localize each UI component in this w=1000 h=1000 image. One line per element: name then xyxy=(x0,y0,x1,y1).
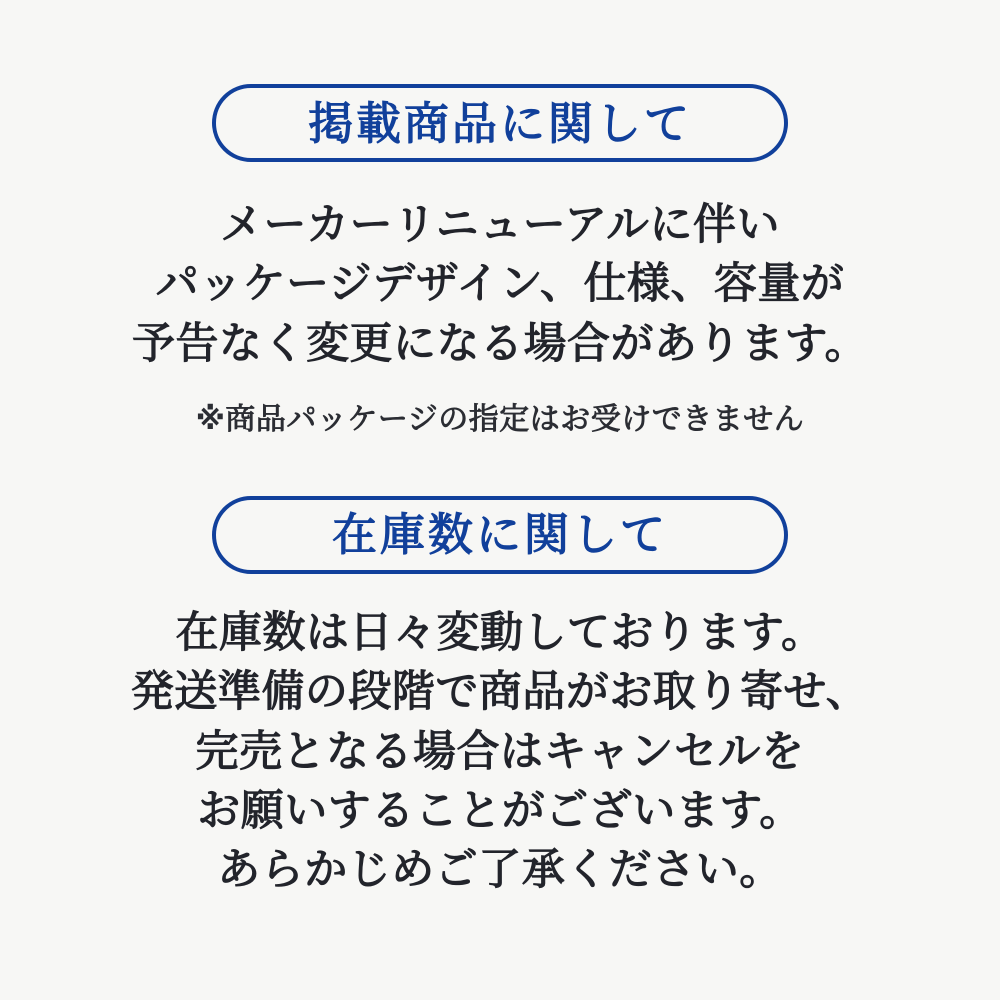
body-line: 予告なく変更になる場合があります。 xyxy=(131,318,869,369)
heading-pill-stock xyxy=(212,496,788,574)
section-product-notice xyxy=(0,84,1000,438)
heading-label-product: 掲載商品に関して xyxy=(307,96,692,150)
section-stock-notice xyxy=(0,496,1000,901)
body-line: パッケージデザイン、仕様、容量が xyxy=(155,259,845,310)
stock-notice-body xyxy=(131,604,869,901)
body-line: お願いすることがございます。 xyxy=(197,785,803,836)
product-notice-body xyxy=(132,196,868,374)
body-line: 発送準備の段階で商品がお取り寄せ、 xyxy=(130,667,870,718)
body-line: 在庫数は日々変動しております。 xyxy=(175,607,825,658)
heading-pill-product xyxy=(212,84,788,162)
body-line: あらかじめご了承ください。 xyxy=(217,845,783,896)
body-line: 完売となる場合はキャンセルを xyxy=(195,726,805,777)
product-notice-footnote: ※商品パッケージの指定はお受けできません xyxy=(195,401,805,437)
body-line: メーカーリニューアルに伴い xyxy=(220,200,780,250)
heading-label-stock: 在庫数に関して xyxy=(331,508,668,562)
